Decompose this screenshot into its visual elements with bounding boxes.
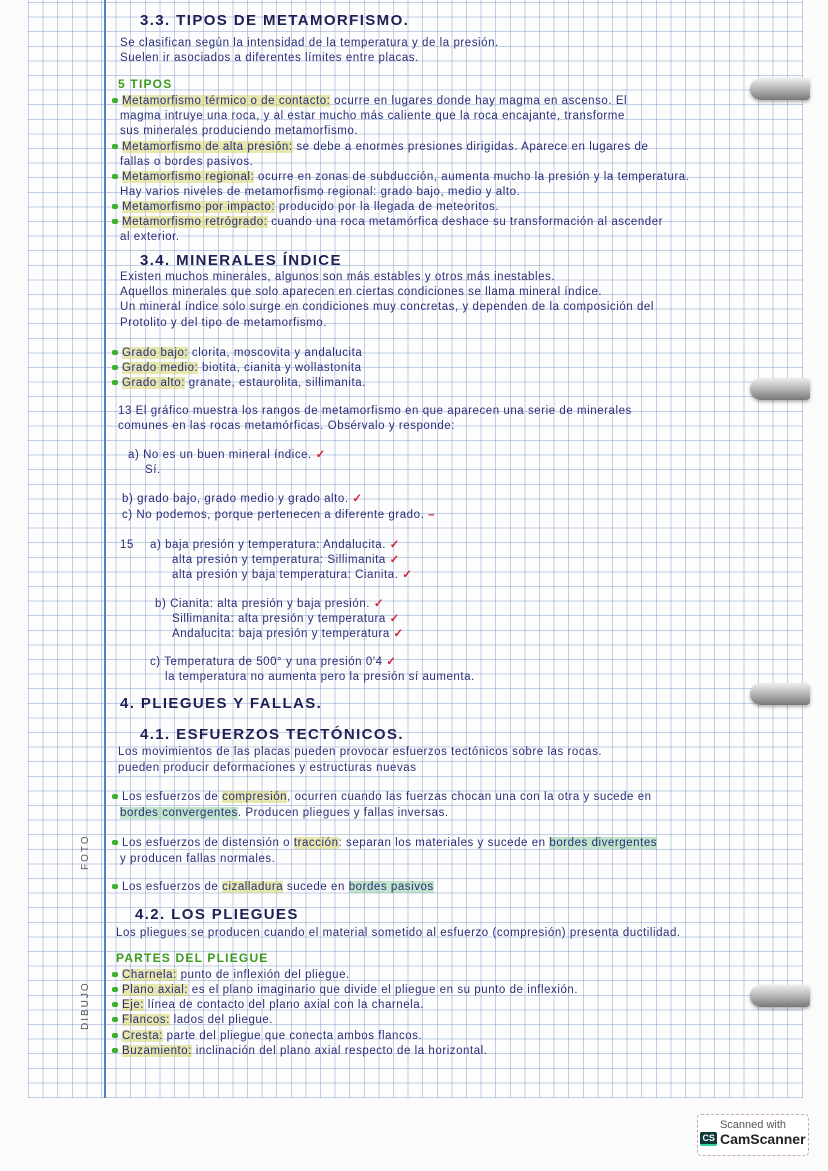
binder-ring <box>750 985 810 1007</box>
term: tracción <box>293 837 339 849</box>
definition: ocurre en zonas de subducción, aumenta mucho la presión y la temperatura. <box>254 171 690 183</box>
list-item <box>112 1029 422 1043</box>
bullet-icon <box>112 1033 118 1038</box>
watermark-text: Scanned with <box>719 1119 787 1131</box>
definition: inclinación del plano axial respecto de la horizontal. <box>191 1045 488 1057</box>
text-line: Aquellos minerales que solo aparecen en ciertas condiciones se llama mineral índice. <box>120 286 603 298</box>
margin-label-dibujo: DIBUJO <box>80 981 91 1030</box>
definition: línea de contacto del plano axial con la charnela. <box>144 999 424 1011</box>
text-line: fallas o bordes pasivos. <box>120 156 254 168</box>
answer <box>150 538 400 552</box>
bullet-icon <box>112 987 118 992</box>
definition: es el plano imaginario que divide el pliegue en su punto de inflexión. <box>188 984 579 996</box>
text: . Producen pliegues y fallas inversas. <box>237 807 449 819</box>
section-title: 4.1. ESFUERZOS TECTÓNICOS. <box>140 726 404 743</box>
check-icon: ✓ <box>315 449 326 461</box>
definition: ocurre en lugares donde hay magma en ascenso. El <box>330 95 628 107</box>
definition: cuando una roca metamórfica deshace su transformación al ascender <box>267 216 664 228</box>
answer <box>172 612 400 626</box>
definition: se debe a enormes presiones dirigidas. Aparece en lugares de <box>292 141 649 153</box>
section-title: 4. PLIEGUES Y FALLAS. <box>120 695 323 712</box>
exercise-number: 15 <box>120 539 134 551</box>
term: Eje: <box>122 999 145 1011</box>
text-line: Un mineral índice solo surge en condiciones muy concretas, y dependen de la composición del <box>120 301 654 313</box>
list-item <box>112 836 657 850</box>
definition: lados del pliegue. <box>169 1014 274 1026</box>
answer-text: alta presión y baja temperatura: Cianita. <box>172 569 399 581</box>
text-line: sus minerales produciendo metamorfismo. <box>120 125 359 137</box>
term: Grado alto: <box>122 377 185 389</box>
answer: la temperatura no aumenta pero la presión sí aumenta. <box>165 671 475 683</box>
term: Flancos: <box>122 1014 170 1026</box>
term: bordes divergentes <box>549 837 658 849</box>
list-item <box>112 361 362 375</box>
text: Los esfuerzos de <box>122 791 223 803</box>
term: Metamorfismo regional: <box>122 171 255 183</box>
subtitle: 5 TIPOS <box>118 77 173 91</box>
definition: producido por la llegada de meteoritos. <box>275 201 500 213</box>
text-line: y producen fallas normales. <box>120 853 276 865</box>
term: Metamorfismo de alta presión: <box>122 141 293 153</box>
text-line: Existen muchos minerales, algunos son más estables y otros más inestables. <box>120 271 556 283</box>
binder-ring <box>750 683 810 705</box>
answer <box>122 508 435 522</box>
bullet-icon <box>112 174 118 179</box>
list-item <box>112 1013 273 1027</box>
camscanner-watermark <box>697 1114 809 1156</box>
text-line: Hay varios niveles de metamorfismo regional: grado bajo, medio y alto. <box>120 186 521 198</box>
text: , ocurren cuando las fuerzas chocan una con la otra y sucede en <box>287 791 652 803</box>
answer-text: a) baja presión y temperatura: Andalucita. <box>150 539 386 551</box>
definition: granate, estaurolita, sillimanita. <box>184 377 366 389</box>
text-line: al exterior. <box>120 231 180 243</box>
answer: Sí. <box>145 464 161 476</box>
answer-text: Sillimanita: alta presión y temperatura <box>172 613 386 625</box>
check-icon: ✓ <box>402 569 413 581</box>
check-icon: ✓ <box>389 539 400 551</box>
bullet-icon <box>112 144 118 149</box>
bullet-icon <box>112 794 118 799</box>
text-line: pueden producir deformaciones y estructuras nuevas <box>118 762 417 774</box>
text-line: magma intruye una roca, y al estar mucho más caliente que la roca encajante, transforme <box>120 110 625 122</box>
answer <box>122 492 363 506</box>
list-item <box>112 376 366 390</box>
bullet-icon <box>112 1048 118 1053</box>
bullet-icon <box>112 204 118 209</box>
list-item <box>112 170 689 184</box>
text-line: Protolito y del tipo de metamorfismo. <box>120 317 327 329</box>
bullet-icon <box>112 350 118 355</box>
term: Grado medio: <box>122 362 199 374</box>
term: Charnela: <box>122 969 177 981</box>
answer-text: c) Temperatura de 500° y una presión 0'4 <box>150 656 383 668</box>
answer-text: alta presión y temperatura: Sillimanita <box>172 554 386 566</box>
term: Cresta: <box>122 1030 163 1042</box>
section-title: 3.3. TIPOS DE METAMORFISMO. <box>140 12 410 29</box>
answer-text: b) Cianita: alta presión y baja presión. <box>155 598 371 610</box>
list-item <box>112 968 350 982</box>
term: Grado bajo: <box>122 347 189 359</box>
section-title: 3.4. MINERALES ÍNDICE <box>140 252 342 269</box>
definition: biotita, cianita y wollastonita <box>198 362 362 374</box>
exercise-question: 13 El gráfico muestra los rangos de metamorfismo en que aparecen una serie de minerales <box>118 405 632 417</box>
term: Metamorfismo térmico o de contacto: <box>122 95 331 107</box>
watermark-brand <box>698 1131 808 1147</box>
bullet-icon <box>112 972 118 977</box>
definition: parte del pliegue que conecta ambos flancos. <box>162 1030 423 1042</box>
text-line: Los pliegues se producen cuando el material sometido al esfuerzo (compresión) presenta ductilidad. <box>116 927 681 939</box>
dash-mark: – <box>428 509 436 521</box>
text: : separan los materiales y sucede en <box>338 837 550 849</box>
list-item <box>112 880 434 894</box>
answer-text: a) No es un buen mineral índice. <box>128 449 312 461</box>
bullet-icon <box>112 380 118 385</box>
definition: clorita, moscovita y andalucita <box>188 347 363 359</box>
term: bordes convergentes <box>120 807 238 819</box>
answer <box>155 597 384 611</box>
answer <box>172 627 404 641</box>
term: Buzamiento: <box>122 1045 192 1057</box>
check-icon: ✓ <box>389 613 400 625</box>
list-item <box>112 1044 488 1058</box>
answer <box>128 448 326 462</box>
bullet-icon <box>112 884 118 889</box>
section-title: 4.2. LOS PLIEGUES <box>135 906 299 923</box>
list-item <box>112 983 578 997</box>
answer <box>150 655 396 669</box>
text-line: Los movimientos de las placas pueden provocar esfuerzos tectónicos sobre las rocas. <box>118 746 603 758</box>
list-item <box>112 998 424 1012</box>
term: Plano axial: <box>122 984 189 996</box>
check-icon: ✓ <box>386 656 397 668</box>
list-item <box>112 215 663 229</box>
list-item <box>112 346 362 360</box>
answer-text: b) grado bajo, grado medio y grado alto. <box>122 493 349 505</box>
binder-ring <box>750 78 810 100</box>
subtitle: PARTES DEL PLIEGUE <box>116 951 269 965</box>
text: Los esfuerzos de <box>122 881 223 893</box>
answer-text: c) No podemos, porque pertenecen a diferente grado. <box>122 509 425 521</box>
term: bordes pasivos <box>348 881 434 893</box>
exercise-question: comunes en las rocas metamórficas. Obsérvalo y responde: <box>118 420 455 432</box>
bullet-icon <box>112 1002 118 1007</box>
text: Los esfuerzos de distensión o <box>122 837 294 849</box>
margin-label-foto: FOTO <box>80 834 91 870</box>
check-icon: ✓ <box>389 554 400 566</box>
bullet-icon <box>112 840 118 845</box>
bullet-icon <box>112 219 118 224</box>
text: sucede en <box>283 881 349 893</box>
text-line <box>120 806 449 820</box>
list-item <box>112 94 627 108</box>
bullet-icon <box>112 365 118 370</box>
check-icon: ✓ <box>352 493 363 505</box>
text-line: Se clasifican según la intensidad de la temperatura y de la presión. <box>120 37 499 49</box>
check-icon: ✓ <box>393 628 404 640</box>
list-item <box>112 140 648 154</box>
term: cizalladura <box>222 881 284 893</box>
term: compresión <box>222 791 288 803</box>
margin-line <box>104 0 106 1098</box>
answer <box>172 568 412 582</box>
binder-ring <box>750 378 810 400</box>
brand-name: CamScanner <box>719 1131 806 1147</box>
term: Metamorfismo por impacto: <box>122 201 276 213</box>
list-item <box>112 200 499 214</box>
list-item <box>112 790 652 804</box>
answer-text: Andalucita: baja presión y temperatura <box>172 628 390 640</box>
check-icon: ✓ <box>373 598 384 610</box>
bullet-icon <box>112 98 118 103</box>
bullet-icon <box>112 1017 118 1022</box>
answer <box>172 553 400 567</box>
definition: punto de inflexión del pliegue. <box>176 969 350 981</box>
camscanner-logo-icon: CS <box>700 1132 717 1146</box>
term: Metamorfismo retrógrado: <box>122 216 268 228</box>
text-line: Suelen ir asociados a diferentes límites entre placas. <box>120 52 419 64</box>
